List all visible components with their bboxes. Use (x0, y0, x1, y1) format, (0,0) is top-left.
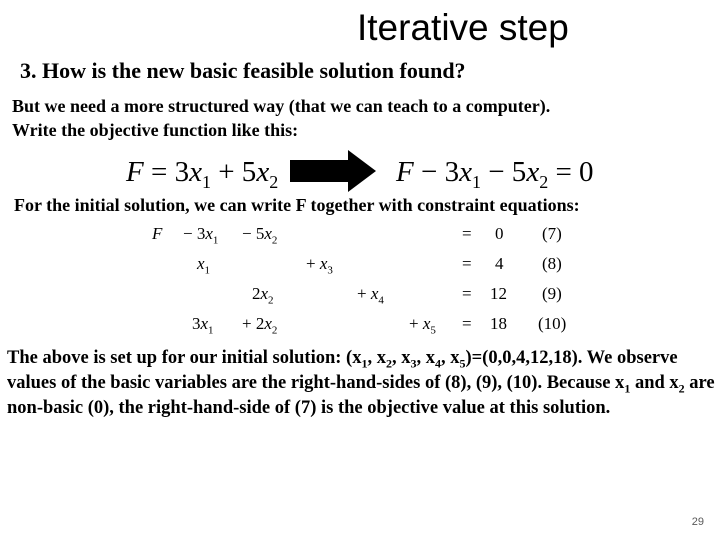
term-symbol: F (152, 224, 163, 243)
eq-symbol: + 5 (210, 156, 257, 188)
paragraph-subscript: 4 (434, 356, 441, 371)
paragraph-text: are non-basic (0), the right-hand-side of (7) is the objective value at this solution. (7, 373, 715, 418)
objective-equation-original (126, 155, 279, 192)
term-sub: 1 (208, 324, 214, 337)
paragraph-text: )=(0,0,4,12,18). We observe values of the basic variables are the right-hand-sides of (8), (9), (10). Because x (7, 348, 678, 393)
system-row-7-term-f (152, 224, 162, 244)
term-sub: 3 (327, 264, 333, 277)
term-coef: + (409, 314, 423, 333)
eq-symbol: x (256, 156, 270, 188)
right-arrow-icon (290, 150, 378, 192)
system-row-10-equals: = (462, 314, 472, 333)
system-row-9-term-1 (252, 284, 274, 307)
paragraph-subscript: 5 (459, 356, 466, 371)
eq-symbol: − 5 (480, 156, 527, 188)
term-coef: + (357, 284, 371, 303)
term-sub: 5 (430, 324, 436, 337)
system-row-8-rhs: 4 (495, 254, 504, 273)
system-row-7-term-2 (242, 224, 278, 247)
term-var: x (200, 314, 209, 333)
paragraph-subscript: 2 (678, 381, 685, 396)
system-row-7-rhs: 0 (495, 224, 504, 243)
slide-title: Iterative step (357, 7, 569, 48)
system-row-7-equals: = (462, 224, 472, 243)
term-coef: − 3 (183, 224, 206, 243)
eq-symbol: x (189, 156, 202, 188)
paragraph-subscript: 1 (624, 381, 631, 396)
term-coef: 3 (192, 314, 201, 333)
intro-line-1: But we need a more structured way (that we can teach to a computer). (12, 96, 551, 116)
system-row-8-equals: = (462, 254, 472, 273)
eq-symbol: F (396, 156, 414, 188)
section-heading: 3. How is the new basic feasible solution found? (20, 58, 466, 83)
term-sub: 1 (204, 264, 211, 277)
term-coef: 2 (252, 284, 261, 303)
term-var: x (319, 254, 328, 273)
term-var: x (205, 224, 213, 243)
paragraph-text: The above is set up for our initial solution: (x (7, 348, 362, 368)
paragraph-text: , x (367, 348, 386, 368)
system-row-10-tag: (10) (538, 314, 567, 333)
paragraph-text: , x (440, 348, 460, 368)
eq-subscript: 1 (201, 171, 211, 192)
term-coef: − 5 (242, 224, 265, 243)
term-coef: + 2 (242, 314, 265, 333)
term-sub: 4 (378, 294, 384, 307)
term-coef: + (306, 254, 320, 273)
system-row-9-term-2 (357, 284, 384, 307)
term-sub: 2 (271, 234, 278, 247)
system-row-8-term-2 (306, 254, 333, 277)
system-row-9-tag: (9) (542, 284, 562, 303)
eq-subscript: 1 (471, 171, 481, 192)
term-var: x (264, 224, 272, 243)
paragraph-subscript: 1 (361, 356, 368, 371)
objective-equation-rewritten (396, 155, 594, 192)
eq-symbol: x (526, 156, 540, 188)
system-row-10-term-2 (242, 314, 278, 337)
system-row-9-equals: = (462, 284, 472, 303)
system-row-8-tag: (8) (542, 254, 562, 273)
page-number: 29 (691, 516, 704, 528)
paragraph-subscript: 3 (410, 356, 417, 371)
eq-symbol: = 3 (143, 156, 190, 188)
eq-subscript: 2 (269, 171, 279, 192)
system-row-10-rhs: 18 (490, 314, 507, 333)
constraints-intro: For the initial solution, we can write F together with constraint equations: (14, 195, 580, 215)
paragraph-text: and x (630, 373, 679, 393)
system-row-10-term-1 (192, 314, 214, 337)
system-row-7-term-1 (183, 224, 219, 247)
system-row-7-tag: (7) (542, 224, 562, 243)
eq-subscript: 2 (539, 171, 549, 192)
paragraph-subscript: 2 (385, 356, 392, 371)
intro-line-2: Write the objective function like this: (12, 120, 299, 140)
paragraph-text: , x (391, 348, 411, 368)
eq-symbol: F (126, 156, 144, 188)
system-row-8-term-1 (197, 254, 211, 277)
term-var: x (260, 284, 269, 303)
term-var: x (370, 284, 379, 303)
eq-symbol: x (459, 156, 472, 188)
term-var: x (422, 314, 431, 333)
term-var: x (264, 314, 272, 333)
system-row-10-term-3 (409, 314, 436, 337)
system-row-9-rhs: 12 (490, 284, 507, 303)
term-var: x (197, 254, 205, 273)
term-sub: 2 (268, 294, 274, 307)
eq-symbol: = 0 (548, 156, 594, 188)
term-sub: 2 (271, 324, 278, 337)
term-sub: 1 (212, 234, 219, 247)
paragraph-text: , x (416, 348, 435, 368)
explanation-paragraph (7, 346, 719, 421)
eq-symbol: − 3 (413, 156, 460, 188)
right-arrow-shape (290, 150, 376, 192)
